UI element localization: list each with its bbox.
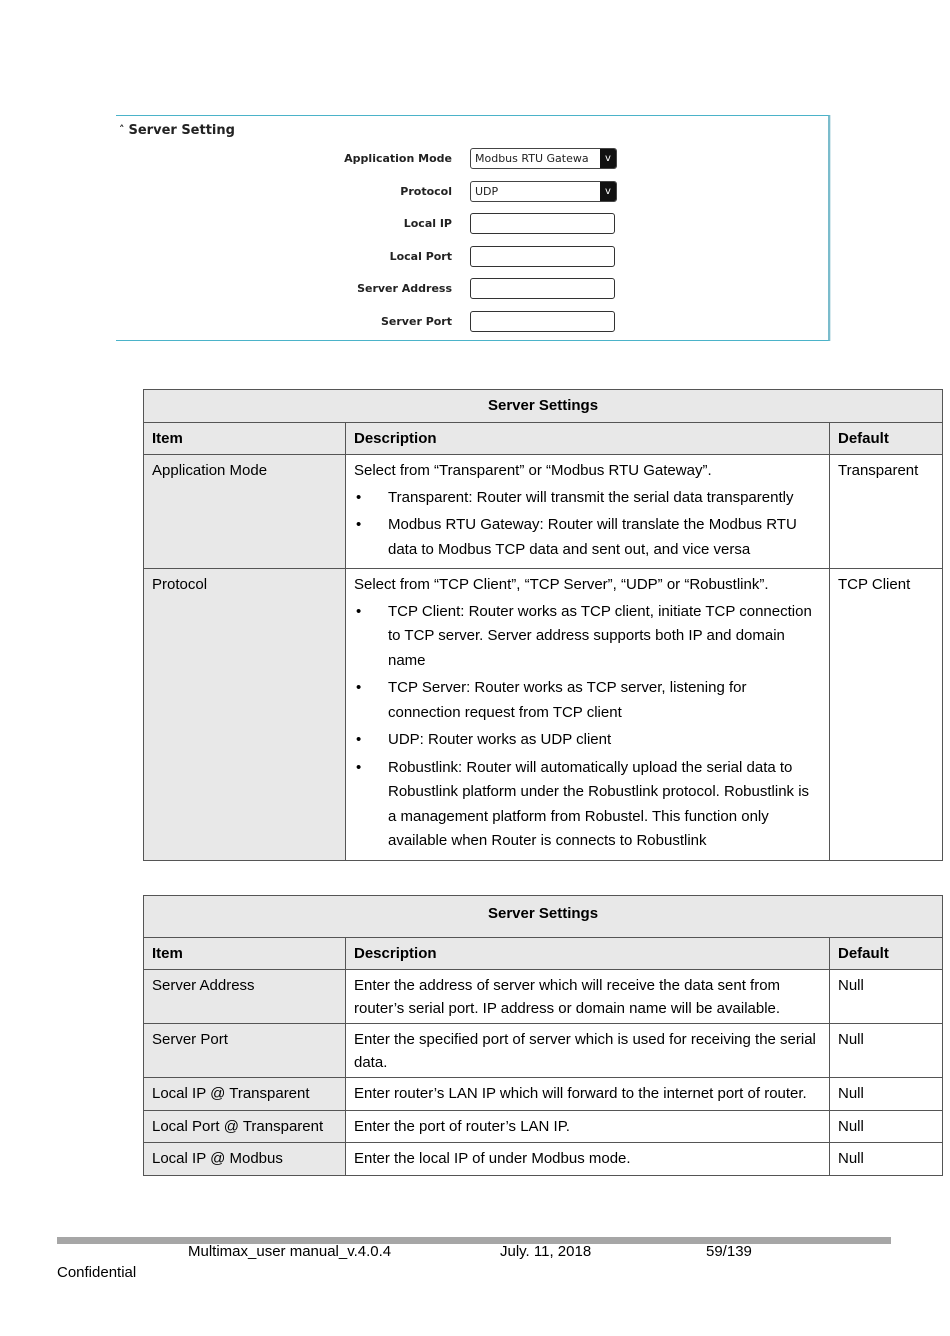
server-setting-panel <box>116 115 830 341</box>
description-cell <box>346 455 830 569</box>
server-address-label: Server Address <box>357 282 452 295</box>
local-port-label: Local Port <box>389 250 452 263</box>
table-row <box>144 1024 943 1078</box>
description-cell: Enter router’s LAN IP which will forward to the internet port of router. <box>346 1078 830 1111</box>
form-row-local-port <box>116 246 828 270</box>
description-cell: Enter the address of server which will receive the data sent from router’s serial port. IP address or domain name will be available. <box>346 970 830 1024</box>
server-port-input[interactable] <box>470 311 615 332</box>
description-cell: Enter the specified port of server which is used for receiving the serial data. <box>346 1024 830 1078</box>
footer-confidential: Confidential <box>57 1264 137 1281</box>
item-cell: Local IP @ Modbus <box>144 1143 346 1176</box>
bullet-item: • Modbus RTU Gateway: Router will translate the Modbus RTU data to Modbus TCP data and sent out, and vice versa <box>354 513 821 562</box>
panel-title: Server Setting <box>128 123 235 138</box>
bullet-item: • TCP Server: Router works as TCP server, listening for connection request from TCP client <box>354 676 821 725</box>
table-row <box>144 1110 943 1143</box>
description-lead: Select from “Transparent” or “Modbus RTU Gateway”. <box>354 462 712 479</box>
table-row <box>144 970 943 1024</box>
protocol-value: UDP <box>475 185 499 198</box>
description-cell <box>346 569 830 861</box>
default-cell: Null <box>830 1078 943 1111</box>
server-port-label: Server Port <box>381 315 452 328</box>
table-row <box>144 1078 943 1111</box>
protocol-select[interactable] <box>470 181 617 202</box>
bullet-list <box>354 486 821 563</box>
server-settings-table-1 <box>143 389 943 861</box>
footer-date: July. 11, 2018 <box>500 1243 592 1260</box>
chevron-down-icon[interactable]: v <box>600 182 616 201</box>
bullet-item: • UDP: Router works as UDP client <box>354 728 821 753</box>
header-item: Item <box>144 422 346 455</box>
application-mode-select[interactable] <box>470 148 617 169</box>
default-cell: Null <box>830 1024 943 1078</box>
local-port-input[interactable] <box>470 246 615 267</box>
header-default: Default <box>830 937 943 970</box>
default-cell: Null <box>830 1143 943 1176</box>
description-cell: Enter the local IP of under Modbus mode. <box>346 1143 830 1176</box>
local-ip-label: Local IP <box>403 217 452 230</box>
default-cell: TCP Client <box>830 569 943 861</box>
item-cell: Server Address <box>144 970 346 1024</box>
bullet-item: • Transparent: Router will transmit the serial data transparently <box>354 486 821 511</box>
header-description: Description <box>346 422 830 455</box>
table-header-row <box>144 937 943 970</box>
item-cell: Local Port @ Transparent <box>144 1110 346 1143</box>
footer-document-name: Multimax_user manual_v.4.0.4 <box>188 1243 392 1260</box>
item-cell: Protocol <box>144 569 346 861</box>
footer-page-number: 59/139 <box>706 1243 752 1260</box>
table-row <box>144 569 943 861</box>
item-cell: Server Port <box>144 1024 346 1078</box>
default-cell: Null <box>830 1110 943 1143</box>
table-row <box>144 455 943 569</box>
panel-header[interactable] <box>119 123 235 138</box>
header-item: Item <box>144 937 346 970</box>
bullet-item: • Robustlink: Router will automatically upload the serial data to Robustlink platform under the Robustlink protocol. Robustlink is a management platform from Robustel. This function only available when Router is connects to Robustlink <box>354 756 821 854</box>
bullet-list <box>354 600 821 854</box>
server-settings-table-2 <box>143 895 943 1176</box>
bullet-item: • TCP Client: Router works as TCP client, initiate TCP connection to TCP server. Server address supports both IP and domain name <box>354 600 821 674</box>
application-mode-label: Application Mode <box>344 152 452 165</box>
form-row-server-port <box>116 311 828 335</box>
form-row-application-mode <box>116 148 828 172</box>
header-description: Description <box>346 937 830 970</box>
table-title-row <box>144 390 943 423</box>
local-ip-input[interactable] <box>470 213 615 234</box>
table-row <box>144 1143 943 1176</box>
item-cell: Application Mode <box>144 455 346 569</box>
table-title: Server Settings <box>144 390 943 423</box>
default-cell: Transparent <box>830 455 943 569</box>
table-title: Server Settings <box>144 896 943 938</box>
form-row-protocol <box>116 181 828 205</box>
application-mode-value: Modbus RTU Gatewa <box>475 152 589 165</box>
description-lead: Select from “TCP Client”, “TCP Server”, “UDP” or “Robustlink”. <box>354 576 769 593</box>
item-cell: Local IP @ Transparent <box>144 1078 346 1111</box>
server-address-input[interactable] <box>470 278 615 299</box>
protocol-label: Protocol <box>400 185 452 198</box>
table-header-row <box>144 422 943 455</box>
form-row-server-address <box>116 278 828 302</box>
default-cell: Null <box>830 970 943 1024</box>
table-title-row <box>144 896 943 938</box>
caret-up-icon[interactable]: ˄ <box>119 123 125 136</box>
chevron-down-icon[interactable]: v <box>600 149 616 168</box>
form-row-local-ip <box>116 213 828 237</box>
header-default: Default <box>830 422 943 455</box>
description-cell: Enter the port of router’s LAN IP. <box>346 1110 830 1143</box>
footer-divider <box>57 1237 891 1244</box>
